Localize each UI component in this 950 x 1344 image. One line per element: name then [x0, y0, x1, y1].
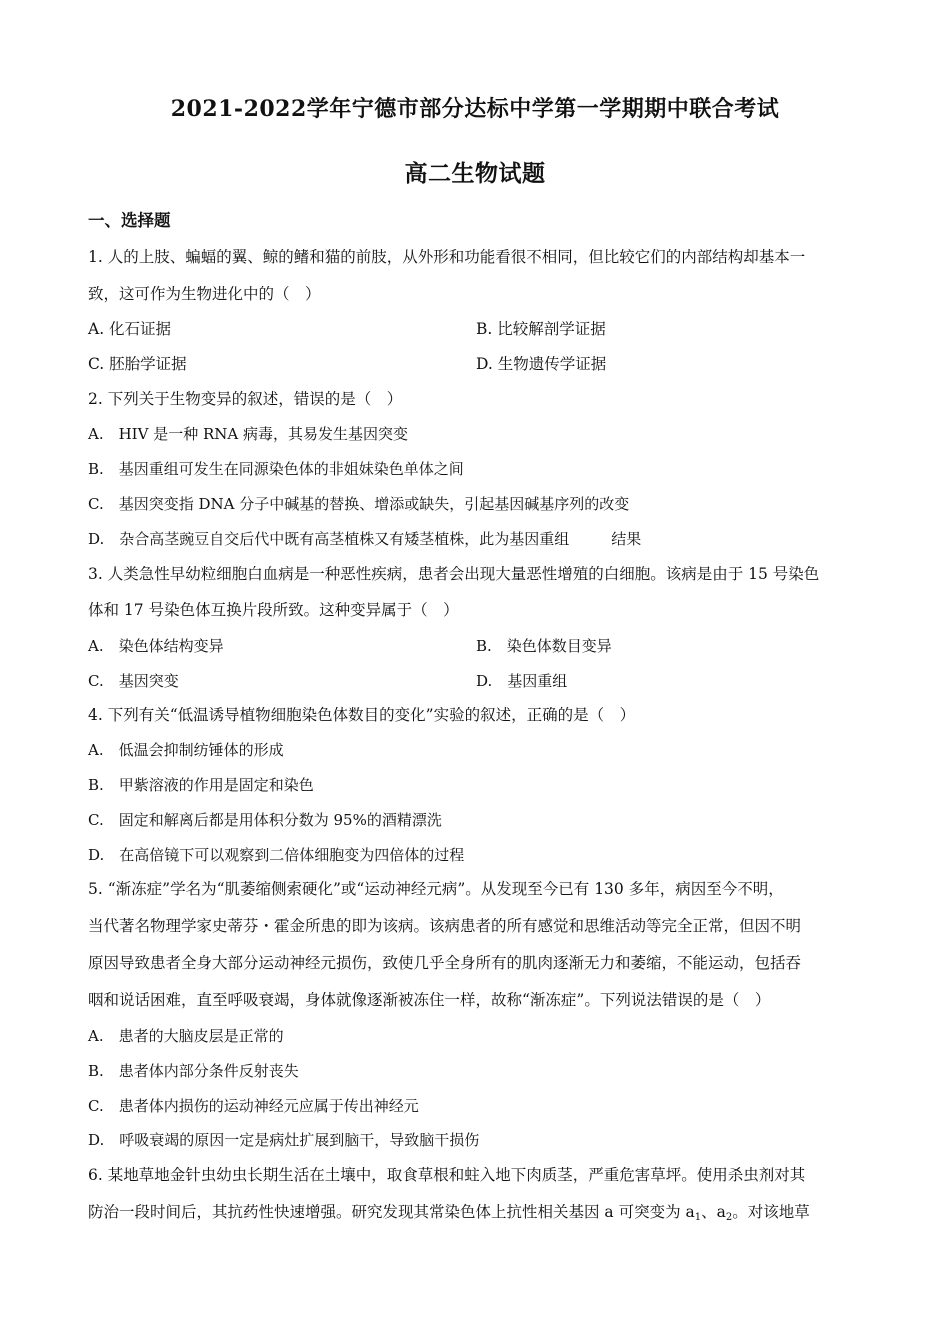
q5-option-b: B. 患者体内部分条件反射丧失 [88, 1062, 299, 1080]
q6-subscript-2: 2 [725, 1212, 733, 1223]
section-heading: 一、选择题 [88, 211, 171, 230]
q3-option-b: B. 染色体数目变异 [476, 637, 612, 655]
q3-stem-line2: 体和 17 号染色体互换片段所致。这种变异属于（ ） [88, 601, 459, 619]
exam-subtitle: 高二生物试题 [404, 160, 546, 187]
q3-option-c: C. 基因突变 [88, 672, 179, 690]
q1-stem-line1: 1. 人的上肢、蝙蝠的翼、鲸的鳍和猫的前肢，从外形和功能看很不相同，但比较它们的内部结构却基本一 [88, 248, 806, 266]
q4-option-a: A. 低温会抑制纺锤体的形成 [88, 741, 284, 759]
q2-option-a: A. HIV 是一种 RNA 病毒，其易发生基因突变 [88, 425, 408, 443]
q2-option-d-text: D. 杂合高茎豌豆自交后代中既有高茎植株又有矮茎植株，此为基因重组 [88, 530, 570, 548]
q4-option-d: D. 在高倍镜下可以观察到二倍体细胞变为四倍体的过程 [88, 846, 465, 864]
q4-stem: 4. 下列有关“低温诱导植物细胞染色体数目的变化”实验的叙述，正确的是（ ） [88, 706, 636, 724]
q5-stem-line2: 当代著名物理学家史蒂芬・霍金所患的即为该病。该病患者的所有感觉和思维活动等完全正常，但因不明 [88, 917, 802, 935]
q4-option-c: C. 固定和解离后都是用体积分数为 95%的酒精漂洗 [88, 811, 442, 829]
q6-line2-sep: 、a [701, 1203, 726, 1221]
q5-stem-line4: 咽和说话困难，直至呼吸衰竭，身体就像逐渐被冻住一样，故称“渐冻症”。下列说法错误的是（ ） [88, 991, 771, 1009]
q2-option-d [88, 529, 641, 549]
q1-option-a: A. 化石证据 [88, 320, 172, 338]
q6-subscript-1: 1 [694, 1212, 702, 1223]
q2-stem: 2. 下列关于生物变异的叙述，错误的是（ ） [88, 390, 403, 408]
q5-stem-line3: 原因导致患者全身大部分运动神经元损伤，致使几乎全身所有的肌肉逐渐无力和萎缩，不能运动，包括吞 [88, 954, 802, 972]
q3-option-d: D. 基因重组 [476, 672, 568, 690]
q5-stem-line1: 5. “渐冻症”学名为“肌萎缩侧索硬化”或“运动神经元病”。从发现至今已有 130 多年，病因至今不明， [88, 880, 784, 898]
q2-option-c: C. 基因突变指 DNA 分子中碱基的替换、增添或缺失，引起基因碱基序列的改变 [88, 495, 630, 513]
q6-stem-line2 [88, 1202, 810, 1228]
q6-stem-line1: 6. 某地草地金针虫幼虫长期生活在土壤中，取食草根和蛀入地下肉质茎，严重危害草坪。使用杀虫剂对其 [88, 1166, 806, 1184]
q2-option-d-tail: 结果 [611, 530, 642, 548]
q5-option-c: C. 患者体内损伤的运动神经元应属于传出神经元 [88, 1097, 419, 1115]
q4-option-b: B. 甲紫溶液的作用是固定和染色 [88, 776, 314, 794]
q3-stem-line1: 3. 人类急性早幼粒细胞白血病是一种恶性疾病，患者会出现大量恶性增殖的白细胞。该病是由于 15 号染色 [88, 565, 820, 583]
q1-option-c: C. 胚胎学证据 [88, 355, 187, 373]
q5-option-d: D. 呼吸衰竭的原因一定是病灶扩展到脑干，导致脑干损伤 [88, 1131, 480, 1149]
q6-line2-text: 防治一段时间后，其抗药性快速增强。研究发现其常染色体上抗性相关基因 a 可突变为 a [88, 1203, 695, 1221]
exam-title: 2021-2022学年宁德市部分达标中学第一学期期中联合考试 [170, 96, 780, 122]
q6-line2-end: 。对该地草 [732, 1203, 810, 1221]
q1-option-b: B. 比较解剖学证据 [476, 320, 606, 338]
q1-stem-line2: 致，这可作为生物进化中的（ ） [88, 285, 321, 303]
q3-option-a: A. 染色体结构变异 [88, 637, 224, 655]
q1-option-d: D. 生物遗传学证据 [476, 355, 607, 373]
q5-option-a: A. 患者的大脑皮层是正常的 [88, 1027, 284, 1045]
q2-option-b: B. 基因重组可发生在同源染色体的非姐妹染色单体之间 [88, 460, 464, 478]
